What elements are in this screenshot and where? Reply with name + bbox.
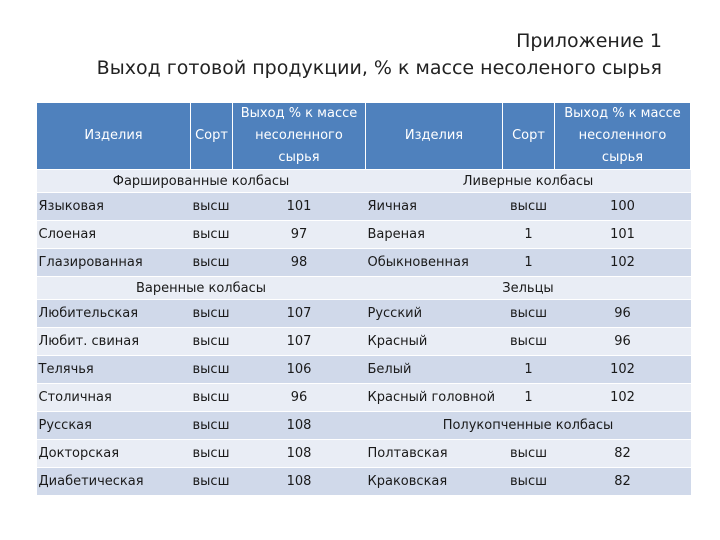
product-cell: Обыкновенная	[366, 249, 503, 277]
grade-cell: высш	[191, 412, 233, 440]
product-cell: Полтавская	[366, 440, 503, 468]
header-yield-left-line1: Выход % к массе	[240, 106, 358, 121]
section-stuffed-sausages: Фаршированные колбасы	[37, 170, 366, 193]
grade-cell: высш	[191, 221, 233, 249]
yield-cell: 108	[233, 440, 366, 468]
product-cell: Белый	[366, 356, 503, 384]
grade-cell: высш	[503, 440, 555, 468]
grade-cell: 1	[503, 384, 555, 412]
yield-cell: 102	[555, 384, 691, 412]
yield-cell: 108	[233, 412, 366, 440]
product-yield-table	[36, 102, 691, 496]
grade-cell: 1	[503, 356, 555, 384]
yield-cell: 82	[555, 468, 691, 496]
yield-cell: 96	[233, 384, 366, 412]
grade-cell: 1	[503, 249, 555, 277]
grade-cell: высш	[191, 356, 233, 384]
header-yield-right-line3: сырья	[601, 150, 644, 165]
header-grade-left: Сорт	[191, 103, 233, 170]
product-cell: Краковская	[366, 468, 503, 496]
grade-cell: высш	[503, 468, 555, 496]
page-title: Выход готовой продукции, % к массе несоленого сырья	[96, 57, 662, 79]
appendix-label: Приложение 1	[516, 30, 662, 52]
yield-cell: 108	[233, 468, 366, 496]
header-yield-right	[555, 103, 691, 170]
header-product-left: Изделия	[37, 103, 191, 170]
grade-cell: 1	[503, 221, 555, 249]
grade-cell: высш	[503, 300, 555, 328]
yield-cell: 97	[233, 221, 366, 249]
grade-cell: высш	[191, 384, 233, 412]
product-cell: Любит. свиная	[37, 328, 191, 356]
yield-cell: 102	[555, 356, 691, 384]
header-product-right: Изделия	[366, 103, 503, 170]
grade-cell: высш	[191, 249, 233, 277]
product-cell: Русская	[37, 412, 191, 440]
product-cell: Телячья	[37, 356, 191, 384]
grade-cell: высш	[191, 193, 233, 221]
section-liver-sausages: Ливерные колбасы	[366, 170, 691, 193]
grade-cell: высш	[191, 328, 233, 356]
table-row	[37, 300, 691, 328]
table-row	[37, 440, 691, 468]
product-cell: Яичная	[366, 193, 503, 221]
table-row	[37, 249, 691, 277]
grade-cell: высш	[191, 440, 233, 468]
grade-cell: высш	[191, 468, 233, 496]
product-cell: Вареная	[366, 221, 503, 249]
header-yield-right-line2: несоленного	[578, 128, 667, 143]
table-header-row	[37, 103, 691, 170]
product-cell: Докторская	[37, 440, 191, 468]
yield-cell: 98	[233, 249, 366, 277]
section-row	[37, 170, 691, 193]
product-cell: Любительская	[37, 300, 191, 328]
table-row	[37, 384, 691, 412]
product-cell: Слоеная	[37, 221, 191, 249]
product-cell: Языковая	[37, 193, 191, 221]
yield-cell: 107	[233, 300, 366, 328]
product-cell: Русский	[366, 300, 503, 328]
product-cell: Столичная	[37, 384, 191, 412]
section-brawns: Зельцы	[366, 277, 691, 300]
yield-cell: 96	[555, 328, 691, 356]
header-yield-left-line2: несоленного	[255, 128, 343, 143]
product-cell: Глазированная	[37, 249, 191, 277]
yield-cell: 82	[555, 440, 691, 468]
grade-cell: высш	[191, 300, 233, 328]
yield-cell: 96	[555, 300, 691, 328]
section-semi-smoked-sausages: Полукопченные колбасы	[366, 412, 691, 440]
header-yield-left-line3: сырья	[278, 150, 320, 165]
section-boiled-sausages: Варенные колбасы	[37, 277, 366, 300]
yield-cell: 101	[233, 193, 366, 221]
section-row	[37, 277, 691, 300]
grade-cell: высш	[503, 328, 555, 356]
yield-cell: 101	[555, 221, 691, 249]
header-grade-right: Сорт	[503, 103, 555, 170]
table-row	[37, 221, 691, 249]
product-cell: Красный	[366, 328, 503, 356]
header-yield-left	[233, 103, 366, 170]
product-cell: Диабетическая	[37, 468, 191, 496]
table-row	[37, 328, 691, 356]
product-cell: Красный головной	[366, 384, 503, 412]
yield-cell: 102	[555, 249, 691, 277]
table-row	[37, 193, 691, 221]
yield-cell: 107	[233, 328, 366, 356]
table-row	[37, 356, 691, 384]
yield-cell: 100	[555, 193, 691, 221]
yield-cell: 106	[233, 356, 366, 384]
table-row	[37, 468, 691, 496]
table-row	[37, 412, 691, 440]
grade-cell: высш	[503, 193, 555, 221]
header-yield-right-line1: Выход % к массе	[564, 106, 681, 121]
